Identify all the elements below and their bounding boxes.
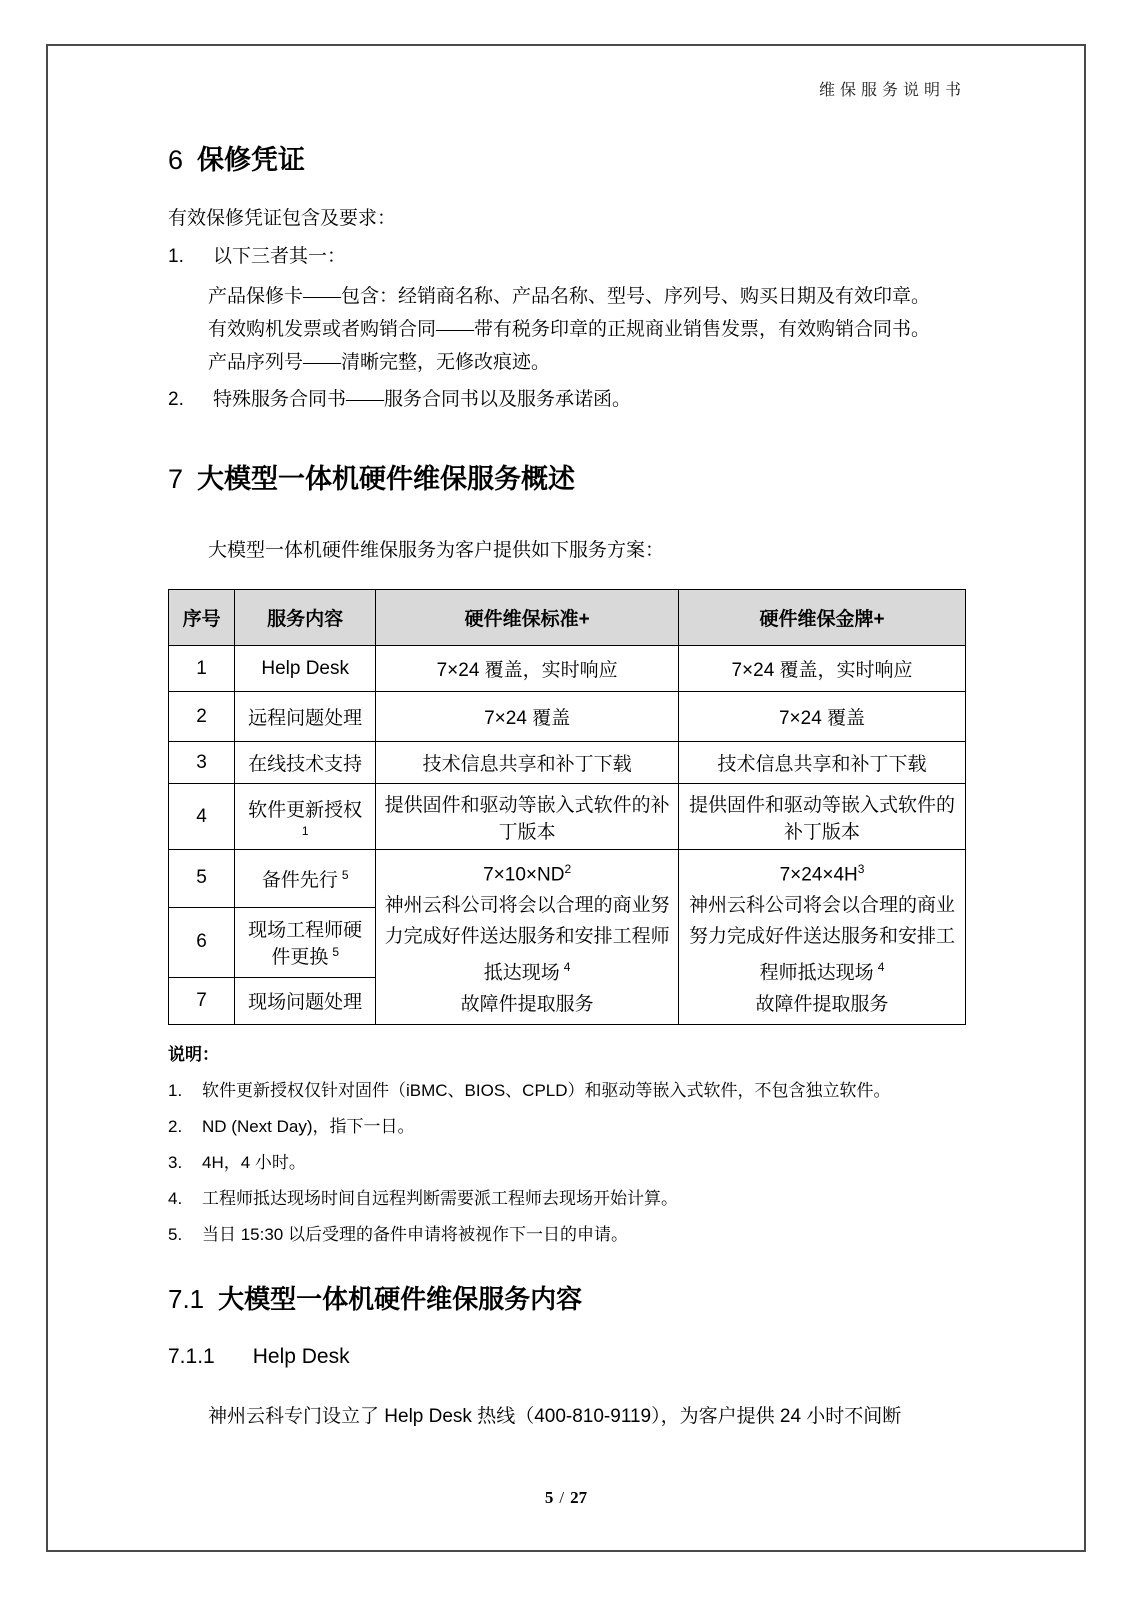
page-number-separator: /: [559, 1488, 565, 1507]
footnote-marker: 5: [332, 945, 340, 960]
section6-number: 6: [168, 145, 184, 175]
row-service-text: 软件更新授权: [248, 800, 363, 821]
section6-title: 保修凭证: [197, 145, 306, 175]
note-number: 2.: [168, 1116, 183, 1136]
row-service: Help Desk: [235, 646, 376, 692]
table-row: [169, 692, 966, 742]
warranty-option-line: 产品序列号——清晰完整，无修改痕迹。: [208, 352, 551, 373]
note-item: [168, 1151, 966, 1175]
row-standard: 提供固件和驱动等嵌入式软件的补丁版本: [376, 784, 679, 850]
list-item-2-text: 特殊服务合同书——服务合同书以及服务承诺函。: [213, 389, 632, 410]
gold-sla-text: 7×24×4H: [779, 864, 858, 886]
section7-intro: 大模型一体机硬件维保服务为客户提供如下服务方案：: [208, 540, 665, 561]
list-item-1-number: 1.: [168, 246, 184, 267]
standard-commitment: [382, 890, 672, 988]
footnote-marker: 5: [341, 867, 349, 882]
row-gold: 7×24 覆盖，实时响应: [679, 646, 966, 692]
table-row: [169, 784, 966, 850]
row-no: 1: [169, 646, 235, 692]
gold-sla: [685, 854, 959, 890]
row-no: 3: [169, 742, 235, 784]
gold-commitment: [685, 890, 959, 988]
gold-commitment-text: 神州云科公司将会以合理的商业努力完成好件送达服务和安排工程师抵达现场: [689, 895, 956, 984]
page-footer: [48, 1488, 1084, 1508]
row-service: [235, 907, 376, 977]
footnote-marker: 3: [857, 862, 865, 876]
row-gold: 7×24 覆盖: [679, 692, 966, 742]
helpdesk-paragraph: 神州云科专门设立了 Help Desk 热线（400-810-9119），为客户提供 24 小时不间断: [208, 1405, 902, 1427]
table-header-row: [169, 590, 966, 646]
page-number-total: 27: [570, 1488, 588, 1507]
row-service: [235, 784, 376, 850]
row-no: 2: [169, 692, 235, 742]
note-text: 软件更新授权仅针对固件（iBMC、BIOS、CPLD）和驱动等嵌入式软件，不包含独立软件。: [202, 1080, 891, 1100]
warranty-option-line: 产品保修卡——包含：经销商名称、产品名称、型号、序列号、购买日期及有效印章。: [208, 286, 931, 307]
table-row: [169, 850, 966, 908]
section7-1-number: 7.1: [168, 1283, 205, 1314]
table-row: [169, 742, 966, 784]
page-number-current: 5: [544, 1488, 554, 1507]
section7-1-1-heading: [168, 1343, 966, 1371]
row-no: 6: [169, 907, 235, 977]
note-text: 当日 15:30 以后受理的备件申请将被视作下一日的申请。: [202, 1224, 628, 1244]
service-plan-table: [168, 589, 966, 1025]
notes-title: 说明：: [168, 1044, 219, 1064]
section7-1-1-title: Help Desk: [252, 1344, 350, 1368]
note-number: 3.: [168, 1152, 183, 1172]
row-service-text: 现场工程师硬件更换: [248, 920, 363, 969]
footnote-marker: 4: [877, 960, 885, 975]
section7-1-1-number: 7.1.1: [168, 1344, 215, 1368]
list-item-1-text: 以下三者其一：: [213, 246, 347, 267]
note-number: 1.: [168, 1080, 183, 1100]
column-header-no: 序号: [169, 590, 235, 646]
note-item: [168, 1079, 966, 1103]
note-text: 4H，4 小时。: [202, 1152, 306, 1172]
column-header-service: 服务内容: [235, 590, 376, 646]
section6-heading: [168, 142, 966, 178]
row-no: 4: [169, 784, 235, 850]
footnote-marker: 4: [563, 960, 571, 975]
row-service: 在线技术支持: [235, 742, 376, 784]
gold-fault-pickup: 故障件提取服务: [755, 993, 889, 1015]
footnote-marker: 2: [564, 862, 572, 876]
section7-title: 大模型一体机硬件维保服务概述: [197, 464, 576, 494]
note-item: [168, 1115, 966, 1139]
row-service: 现场问题处理: [235, 977, 376, 1024]
warranty-options-block: [208, 280, 966, 379]
page-frame: [46, 44, 1086, 1552]
list-item-2-number: 2.: [168, 389, 184, 410]
note-number: 5.: [168, 1224, 183, 1244]
column-header-standard: 硬件维保标准+: [376, 590, 679, 646]
row-no: 7: [169, 977, 235, 1024]
standard-merged-cell: [376, 850, 679, 1025]
warranty-option-line: 有效购机发票或者购销合同——带有税务印章的正规商业销售发票，有效购销合同书。: [208, 319, 931, 340]
note-text: ND (Next Day)，指下一日。: [202, 1116, 415, 1136]
note-number: 4.: [168, 1188, 183, 1208]
standard-fault-pickup: 故障件提取服务: [460, 993, 594, 1015]
note-text: 工程师抵达现场时间自远程判断需要派工程师去现场开始计算。: [202, 1188, 678, 1208]
row-standard: 技术信息共享和补丁下载: [376, 742, 679, 784]
row-gold: 技术信息共享和补丁下载: [679, 742, 966, 784]
section6-intro: 有效保修凭证包含及要求：: [168, 208, 397, 229]
row-service: 远程问题处理: [235, 692, 376, 742]
section7-heading: [168, 461, 966, 497]
section7-number: 7: [168, 464, 184, 494]
section7-1-heading: [168, 1281, 966, 1317]
column-header-gold: 硬件维保金牌+: [679, 590, 966, 646]
table-row: [169, 646, 966, 692]
list-item-2: [168, 387, 966, 413]
standard-sla: [382, 854, 672, 890]
footnote-marker: 1: [301, 824, 309, 838]
list-item-1: [168, 244, 966, 270]
document-header-title: 维保服务说明书: [818, 82, 966, 99]
row-standard: 7×24 覆盖，实时响应: [376, 646, 679, 692]
standard-commitment-text: 神州云科公司将会以合理的商业努力完成好件送达服务和安排工程师抵达现场: [384, 895, 670, 984]
standard-sla-text: 7×10×ND: [483, 864, 565, 886]
row-service-text: 备件先行: [261, 869, 338, 891]
section7-1-title: 大模型一体机硬件维保服务内容: [218, 1283, 583, 1314]
note-item: [168, 1187, 966, 1211]
note-item: [168, 1223, 966, 1247]
row-standard: 7×24 覆盖: [376, 692, 679, 742]
gold-merged-cell: [679, 850, 966, 1025]
row-service: [235, 850, 376, 908]
row-no: 5: [169, 850, 235, 908]
row-gold: 提供固件和驱动等嵌入式软件的补丁版本: [679, 784, 966, 850]
